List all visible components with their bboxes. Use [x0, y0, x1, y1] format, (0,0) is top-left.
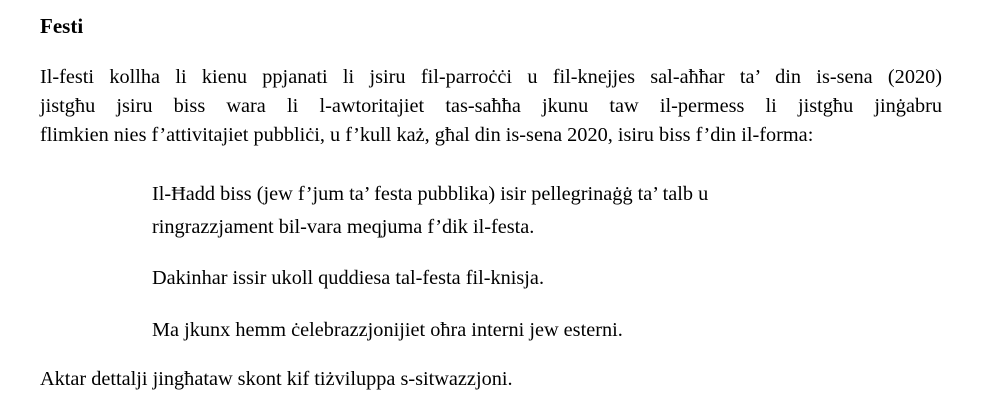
item-1-line-1: Il-Ħadd biss (jew f’jum ta’ festa pubblika) isir pellegrinaġġ ta’ talb u [152, 183, 709, 205]
section-heading: Festi [40, 14, 84, 38]
indented-item-1 [152, 178, 708, 244]
intro-paragraph [40, 63, 942, 150]
item-1-line-2: ringrazzjament bil-vara meqjuma f’dik il-festa. [152, 216, 535, 238]
intro-line-1: Il-festi kollha li kienu ppjanati li jsiru fil-parroċċi u fil-knejjes sal-aħħar ta’ din is-sena (2020) [40, 66, 942, 88]
indented-item-2 [152, 262, 544, 295]
intro-line-2: jistgħu jsiru biss wara li l-awtoritajiet tas-saħħa jkunu taw il-permess li jistgħu jinġabru [40, 95, 942, 117]
item-3-line-1: Ma jkunx hemm ċelebrazzjonijiet oħra interni jew esterni. [152, 319, 623, 341]
item-2-line-1: Dakinhar issir ukoll quddiesa tal-festa fil-knisja. [152, 267, 545, 289]
intro-line-3: flimkien nies f’attivitajiet pubbliċi, u f’kull każ, għal din is-sena 2020, isiru biss f’din il-forma: [40, 124, 814, 146]
indented-item-3 [152, 314, 623, 347]
closing-sentence: Aktar dettalji jingħataw skont kif tiżviluppa s-sitwazzjoni. [40, 368, 513, 390]
